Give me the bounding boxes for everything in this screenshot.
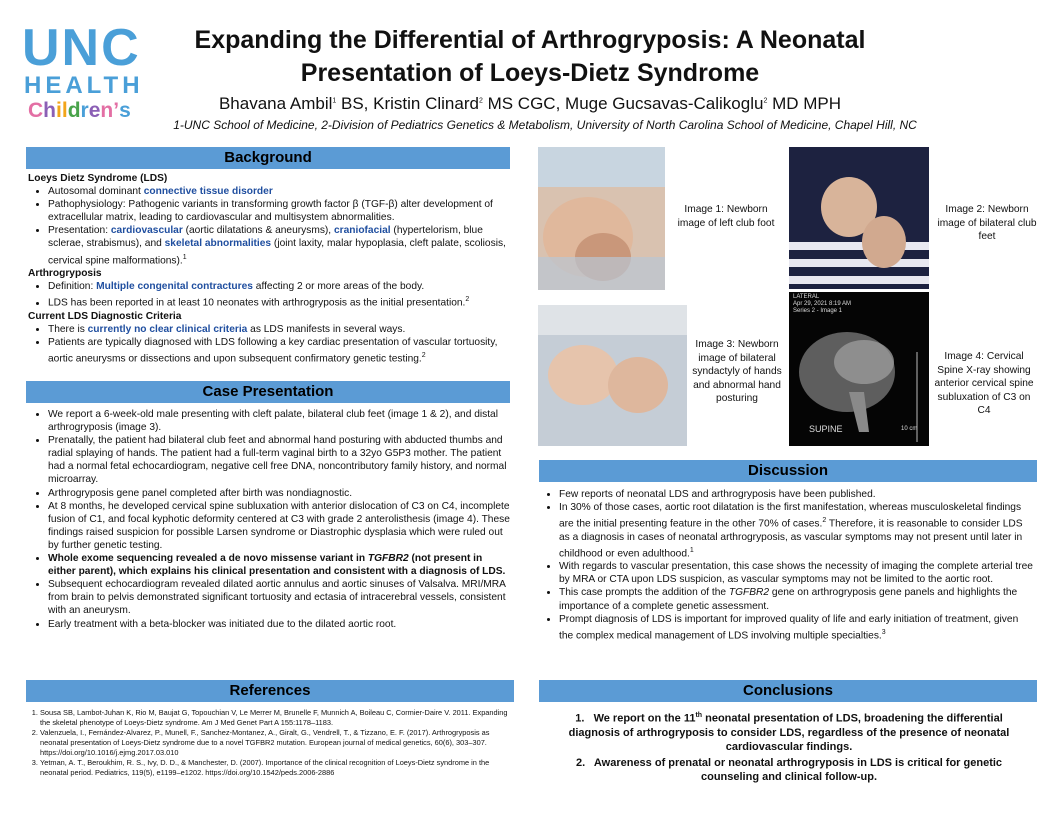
- list-item: • Few reports of neonatal LDS and arthrogryposis have been published.: [559, 488, 1035, 501]
- conclusions-heading: Conclusions: [539, 680, 1037, 702]
- list-item: • Presentation: cardiovascular (aortic dilatations & aneurysms), craniofacial (hypertelorism, blue sclerae, strabismus), and skeletal abnormalities (joint laxity, malar hypoplasia, cleft palate, scoliosis, cervical spine malformations).$^1$: [48, 224, 510, 267]
- list-item: • Autosomal dominant connective tissue disorder: [48, 185, 510, 198]
- poster-title: Expanding the Differential of Arthrogryposis: A Neonatal Presentation of Loeys-Dietz Syndrome: [194, 26, 866, 87]
- discussion-heading: Discussion: [539, 460, 1037, 482]
- logo-letter: h: [43, 99, 56, 122]
- photo-hands: [538, 305, 687, 446]
- logo-letter: C: [28, 99, 44, 122]
- xray-series: Series 2 - Image 1: [793, 308, 843, 314]
- logo-health: HEALTH: [24, 72, 144, 99]
- list-item: • Prenatally, the patient had bilateral club feet and abnormal hand posturing with abducted thumbs and radial splaying of hands. The patient had a full-term vaginal birth to a 32yo G5P3 mother. The patient had a normal fetal echocardiogram, negative cell free DNA, noncontributory family history, and normal microarray.: [48, 434, 510, 486]
- conclusion-item: 1. We report on the 11th neonatal presentation of LDS, broadening the differential diagnosis of arthrogryposis to consider LDS, regardless of the presence of neonatal cardiovascular findings.: [568, 712, 1010, 753]
- case-section: [28, 408, 510, 631]
- list-item: • Whole exome sequencing revealed a de novo missense variant in TGFBR2 (not present in either parent), which explains his clinical presentation and consistent with a diagnosis of LDS.: [48, 552, 510, 578]
- background-heading: Background: [26, 147, 510, 169]
- reference-item: 2. Valenzuela, I., Fernández-Alvarez, P., Munell, F., Sanchez-Montanez, A., Giralt, G., Vendrell, T., & Tizzano, E. F. (2017). Arthrogryposis as neonatal presentation of Loeys-Dietz syndrome due to a novel TGFBR2 mutation. European journal of medical genetics, 60(6), 303–307. https://doi.org/10.1016/j.ejmg.2017.03.010: [40, 728, 514, 758]
- background-section: [28, 172, 510, 365]
- logo-letter: ’: [113, 99, 120, 122]
- logo-letter: r: [80, 99, 89, 122]
- logo-letter: d: [67, 99, 81, 122]
- logo-childrens: [28, 99, 131, 123]
- list-item: • At 8 months, he developed cervical spine subluxation with anterior dislocation of C3 on C4, incomplete fusion of C1, and focal kyphotic deformity centered at C3 with grade 2 anterolisthesis (image 4). These findings raised suspicion for possible Larsen syndrome or Diastrophic dysplasia which were ruled out by further genetic testing.: [48, 500, 510, 552]
- logo-letter: n: [100, 99, 114, 122]
- list-item: • Subsequent echocardiogram revealed dilated aortic annulus and aortic sinuses of Valsalva. MRI/MRA from brain to pelvis demonstrated significant tortuosity and ectasia of intracerebral vessels, consistent with an aneurysm.: [48, 578, 510, 617]
- list-item: • In 30% of those cases, aortic root dilatation is the first manifestation, whereas musculoskeletal findings are the initial presenting feature in the other 70% of cases.$^2$ Therefore, it is reasonable to consider LDS as a diagnosis in cases of neonatal arthrogryposis, as vascular symptoms may not present until later in childhood or even adulthood.$^1$: [559, 501, 1035, 560]
- xray-marker: SUPINE: [809, 424, 843, 434]
- list-item: • Patients are typically diagnosed with LDS following a key cardiac presentation of vascular tortuosity, aortic aneurysms or dissections and upon subsequent confirmatory genetic testing.$^2$: [48, 336, 510, 366]
- reference-item: 3. Yetman, A. T., Beroukhim, R. S., Ivy, D. D., & Manchester, D. (2007). Importance of the clinical recognition of Loeys-Dietz syndrome in the neonatal period. Pediatrics, 119(5), e1199–e1202. https://doi.org/10.1542/peds.2006-2886: [40, 758, 514, 778]
- logo-letter: e: [88, 99, 101, 122]
- discussion-section: [539, 488, 1035, 642]
- list-item: • We report a 6-week-old male presenting with cleft palate, bilateral club feet (image 1 & 2), and distal arthrogryposis (image 3).: [48, 408, 510, 434]
- list-item: • This case prompts the addition of the TGFBR2 gene on arthrogryposis gene panels and highlights the importance of a complete genetic assessment.: [559, 586, 1035, 612]
- logo-letter: l: [61, 99, 68, 122]
- photo-bilateral-club-feet: [789, 147, 929, 289]
- reference-item: 1. Sousa SB, Lambot-Juhan K, Rio M, Baujat G, Topouchian V, Le Merrer M, Brunelle F, Munnich A, Boileau C, Cormier-Daire V. 2011. Expanding the skeletal phenotype of Loeys-Dietz syndrome. Am J Med Genet Part A 155:1178–1183.: [40, 708, 514, 728]
- list-item: • Arthrogryposis gene panel completed after birth was nondiagnostic.: [48, 487, 510, 500]
- caption-image-3: Image 3: Newborn image of bilateral syndactyly of hands and abnormal hand posturing: [692, 339, 782, 404]
- poster-authors: Bhavana Ambil$^1$ BS, Kristin Clinard$^2$ MS CGC, Muge Gucsavas-Calikoglu$^2$ MD MPH: [218, 94, 842, 113]
- list-item: • With regards to vascular presentation, this case shows the necessity of imaging the complete arterial tree by MRA or CTA upon LDS suspicion, as vascular symptoms may not be limited to the aortic root.: [559, 560, 1035, 586]
- list-item: • Early treatment with a beta-blocker was initiated due to the dilated aortic root.: [48, 618, 510, 631]
- references-heading: References: [26, 680, 514, 702]
- list-item: • There is currently no clear clinical criteria as LDS manifests in several ways.: [48, 323, 510, 336]
- conclusions-section: [550, 709, 1028, 784]
- references-section: [26, 708, 514, 778]
- case-heading: Case Presentation: [26, 381, 510, 403]
- caption-image-2: Image 2: Newborn image of bilateral club feet: [937, 204, 1037, 242]
- xray-scale: 10 cm: [901, 426, 918, 432]
- criteria-title: Current LDS Diagnostic Criteria: [28, 310, 182, 322]
- photo-xray: [789, 292, 929, 446]
- logo-letter: i: [56, 99, 62, 122]
- list-item: • LDS has been reported in at least 10 neonates with arthrogryposis as the initial presentation.$^2$: [48, 293, 510, 309]
- xray-date: Apr 29, 2021 8:19 AM: [793, 301, 852, 307]
- lds-title: Loeys Dietz Syndrome (LDS): [28, 173, 168, 184]
- caption-image-1: Image 1: Newborn image of left club foot: [677, 204, 775, 229]
- xray-label: LATERAL: [793, 294, 820, 300]
- arthrogryposis-title: Arthrogryposis: [28, 268, 102, 280]
- logo-letter: s: [119, 99, 131, 122]
- list-item: • Pathophysiology: Pathogenic variants in transforming growth factor β (TGF-β) alter development of extracellular matrix, leading to cardiovascular and multisystem abnormalities.: [48, 198, 510, 224]
- list-item: • Prompt diagnosis of LDS is important for improved quality of life and early initiation of treatment, given the complex medical management of LDS involving multiple specialties.$^3$: [559, 613, 1035, 643]
- poster-affiliations: 1-UNC School of Medicine, 2-Division of Pediatrics Genetics & Metabolism, University of North Carolina School of Medicine, Chapel Hill, NC: [173, 118, 917, 132]
- logo-unc: UNC: [22, 19, 141, 77]
- caption-image-4: Image 4: Cervical Spine X-ray showing anterior cervical spine subluxation of C3 on C4: [934, 351, 1034, 416]
- conclusion-item: 2. Awareness of prenatal or neonatal arthrogryposis in LDS is critical for genetic counseling and clinical follow-up.: [575, 756, 1003, 783]
- list-item: • Definition: Multiple congenital contractures affecting 2 or more areas of the body.: [48, 280, 510, 293]
- photo-club-foot: [538, 147, 665, 290]
